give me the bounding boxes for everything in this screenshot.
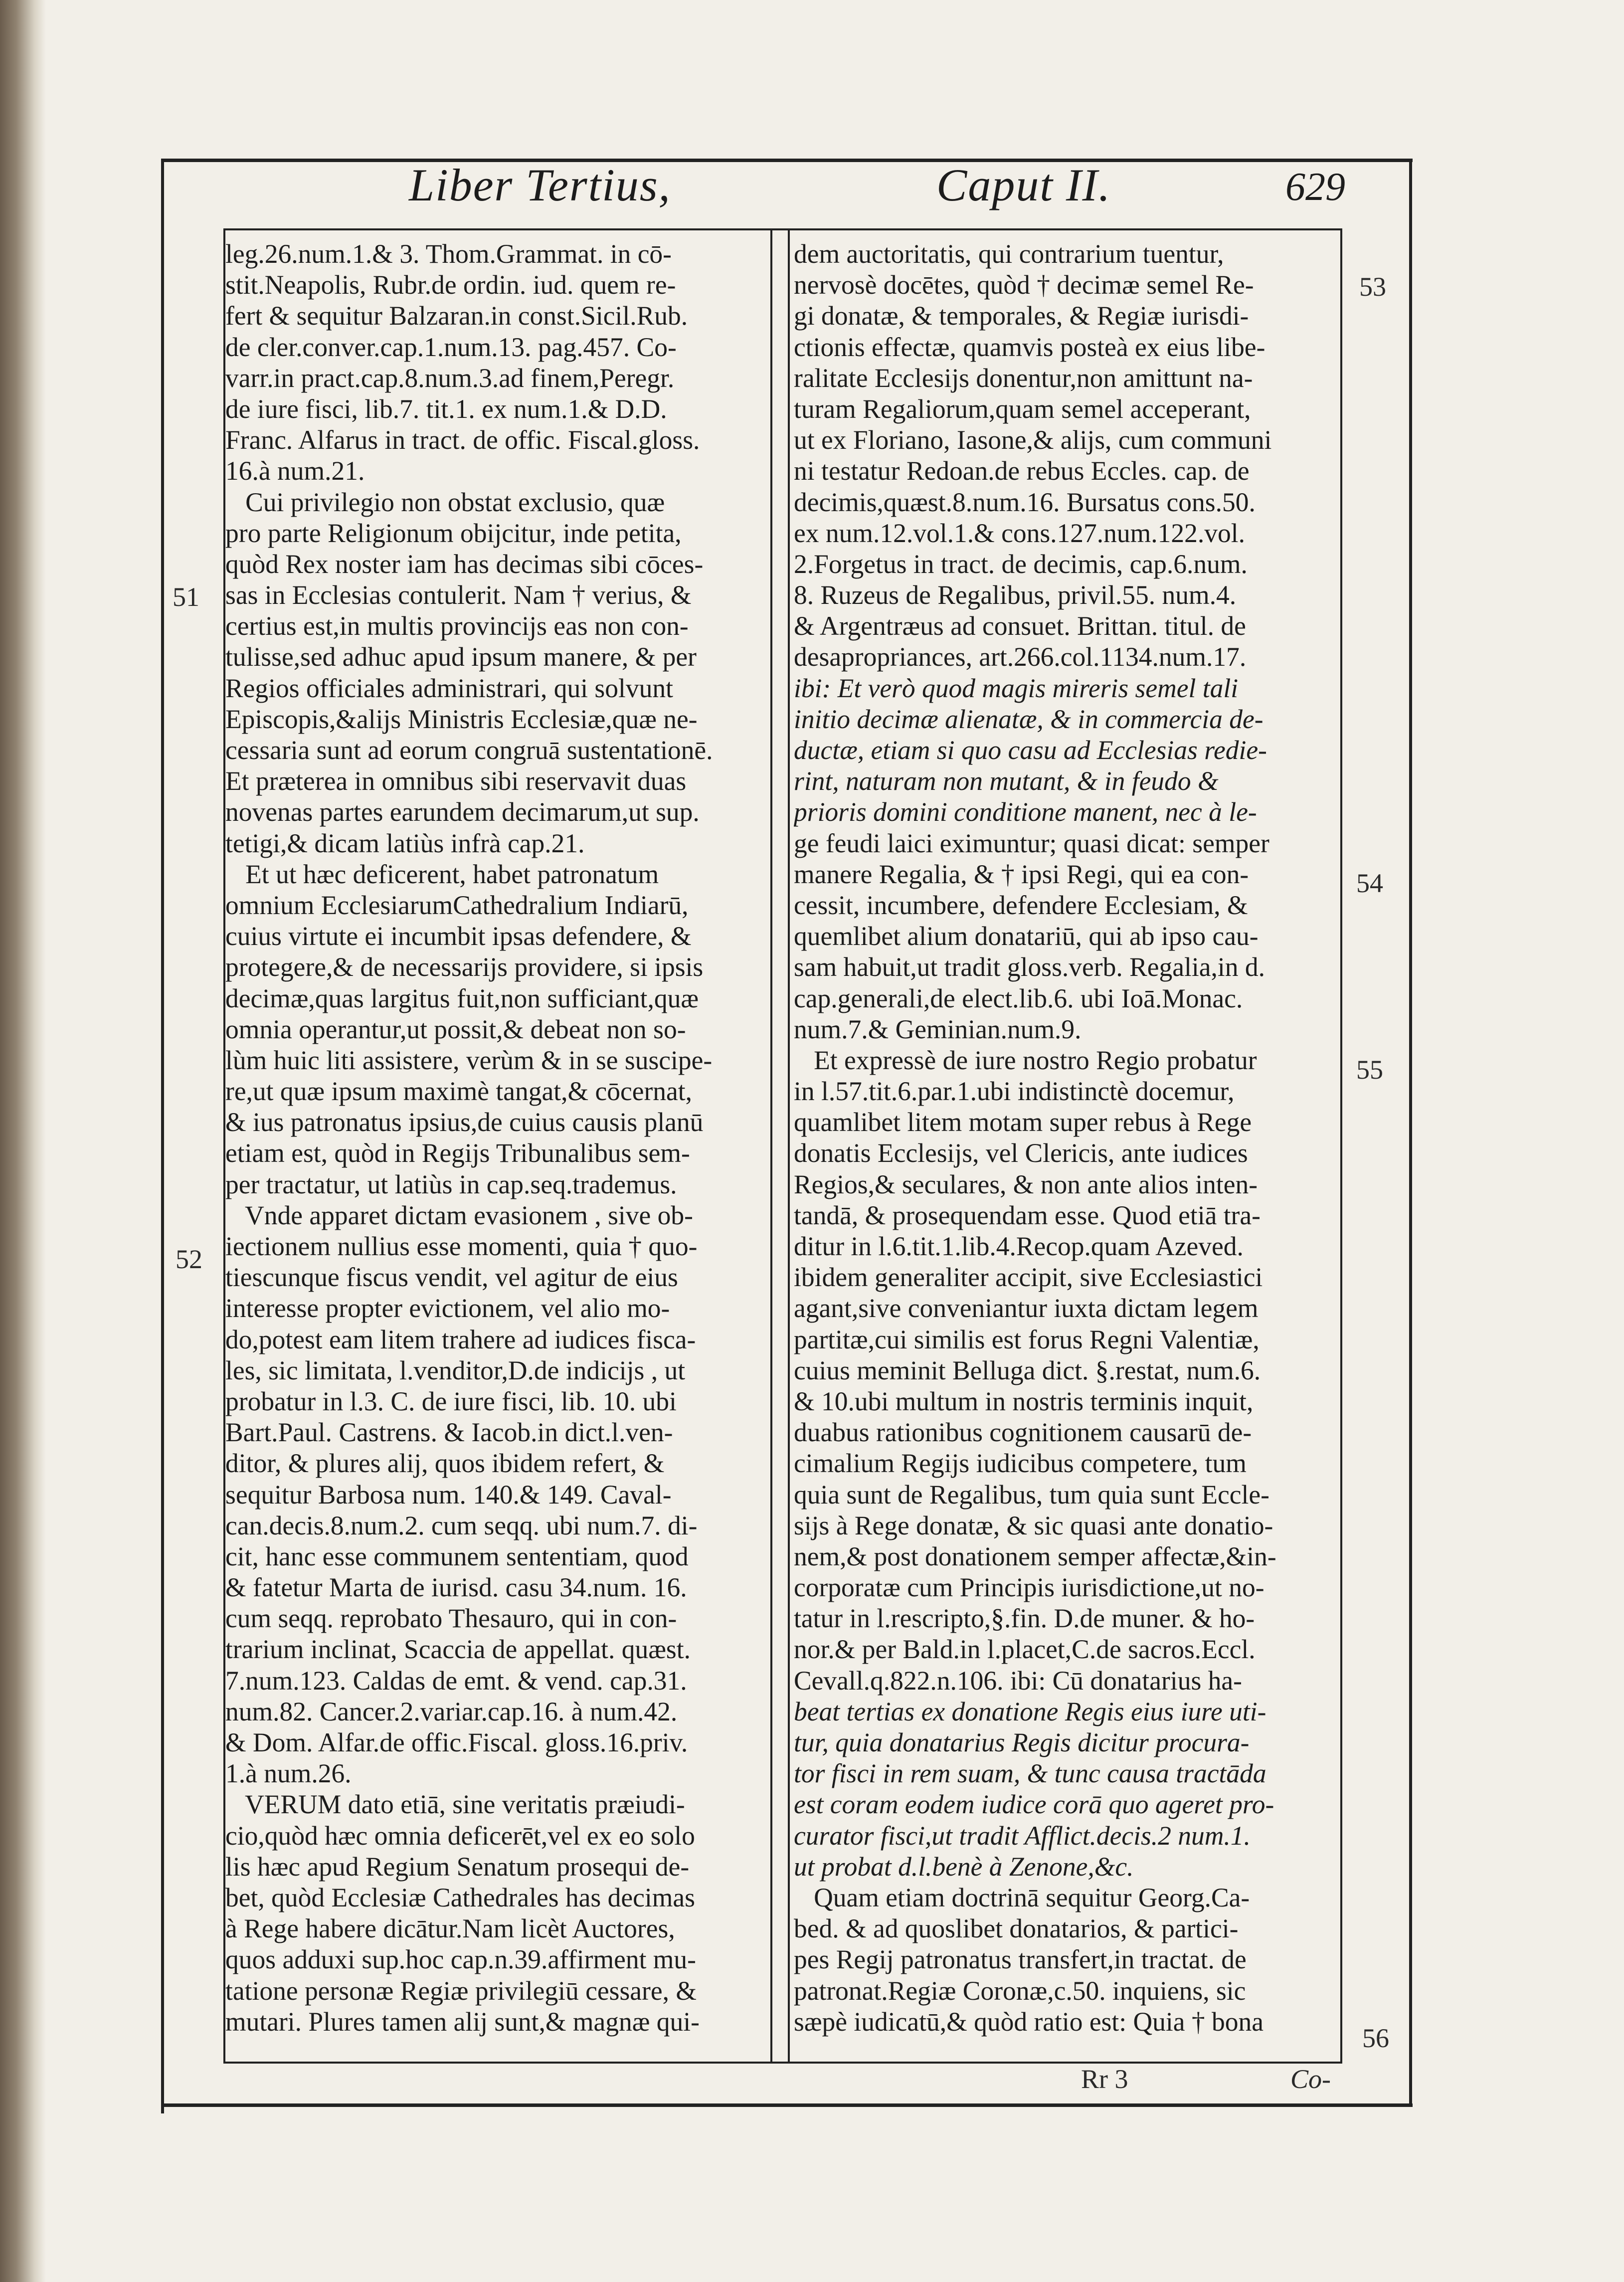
right-column-line: initio decimæ alienatæ, & in commercia de- <box>794 704 1263 734</box>
left-column-line: Cui privilegio non obstat exclusio, quæ <box>225 487 665 517</box>
left-column-line: re,ut quæ ipsum maximè tangat,& cōcernat, <box>225 1076 692 1107</box>
right-column-line: sæpè iudicatū,& quòd ratio est: Quia † bona <box>794 2006 1264 2037</box>
right-column-line: ut probat d.l.benè à Zenone,&c. <box>794 1851 1134 1882</box>
running-head-book: Liber Tertius, <box>409 160 671 210</box>
left-column-line: & fatetur Marta de iurisd. casu 34.num. 16. <box>225 1572 687 1603</box>
left-column-line: Et præterea in omnibus sibi reservavit duas <box>225 766 687 796</box>
right-column-line: quemlibet alium donatariū, qui ab ipso cau- <box>794 921 1259 951</box>
left-column-line: mutari. Plures tamen alij sunt,& magnæ qui- <box>225 2006 700 2037</box>
frame-top-rule <box>162 159 1413 162</box>
right-column-line: ex num.12.vol.1.& cons.127.num.122.vol. <box>794 518 1246 548</box>
left-column-line: & ius patronatus ipsius,de cuius causis planū <box>225 1107 704 1138</box>
left-column-line: sas in Ecclesias contulerit. Nam † verius, & <box>225 580 692 610</box>
margin-number-52: 52 <box>176 1244 202 1274</box>
right-column-line: donatis Ecclesijs, vel Clericis, ante iudices <box>794 1138 1248 1168</box>
right-column-line: sam habuit,ut tradit gloss.verb. Regalia,in d. <box>794 952 1265 982</box>
header-bottom-rule <box>225 228 1340 230</box>
left-column-line: lis hæc apud Regium Senatum prosequi de- <box>225 1851 690 1882</box>
left-column-line: per tractatur, ut latiùs in cap.seq.trademus. <box>225 1169 677 1199</box>
left-column-line: tetigi,& dicam latiùs infrà cap.21. <box>225 828 585 858</box>
right-column-line: Cevall.q.822.n.106. ibi: Cū donatarius ha- <box>794 1665 1242 1696</box>
left-column-line: 16.à num.21. <box>225 456 365 486</box>
right-column-line: dem auctoritatis, qui contrarium tuentur, <box>794 239 1224 269</box>
right-column-line: cimalium Regijs iudicibus competere, tum <box>794 1448 1247 1479</box>
left-column-line: cum seqq. reprobato Thesauro, qui in con- <box>225 1603 677 1634</box>
frame-left-outer-rule <box>161 159 164 2113</box>
margin-number-55: 55 <box>1356 1055 1383 1085</box>
left-column-line: lùm huic liti assistere, verùm & in se suscipe- <box>225 1045 713 1075</box>
left-column-line: Episcopis,&alijs Ministris Ecclesiæ,quæ ne- <box>225 704 698 734</box>
right-column-line: ctionis effectæ, quamvis posteà ex eius libe- <box>794 332 1265 362</box>
left-column-line: decimæ,quas largitus fuit,non sufficiant,quæ <box>225 983 699 1013</box>
right-column-line: ge feudi laici eximuntur; quasi dicat: semper <box>794 828 1269 858</box>
margin-number-53: 53 <box>1359 272 1386 302</box>
right-column-line: cuius meminit Belluga dict. §.restat, num.6. <box>794 1355 1261 1385</box>
left-column-line: tulisse,sed adhuc apud ipsum manere, & per <box>225 642 697 672</box>
left-column-line: fert & sequitur Balzaran.in const.Sicil.Rub. <box>225 301 688 331</box>
right-column-line: num.7.& Geminian.num.9. <box>794 1014 1082 1044</box>
right-column-line: sijs à Rege donatæ, & sic quasi ante donatio- <box>794 1510 1273 1540</box>
right-column-line: Regios,& seculares, & non ante alios inten- <box>794 1169 1258 1199</box>
left-column-line: do,potest eam litem trahere ad iudices fisca- <box>225 1324 696 1354</box>
right-column-line: patronat.Regiæ Coronæ,c.50. inquiens, sic <box>794 1975 1246 2006</box>
left-column-line: trarium inclinat, Scaccia de appellat. quæst. <box>225 1634 691 1665</box>
right-column-line: quamlibet litem motam super rebus à Rege <box>794 1107 1252 1138</box>
column-divider-right <box>788 228 790 2064</box>
right-column-line: tur, quia donatarius Regis dicitur procura- <box>794 1727 1250 1757</box>
frame-right-inner-rule <box>1340 228 1342 2064</box>
right-column-line: 2.Forgetus in tract. de decimis, cap.6.num. <box>794 549 1248 579</box>
right-column-line: ni testatur Redoan.de rebus Eccles. cap. de <box>794 456 1250 486</box>
left-text-column <box>225 238 763 2059</box>
right-column-line: decimis,quæst.8.num.16. Bursatus cons.50. <box>794 487 1256 517</box>
left-column-line: iectionem nullius esse momenti, quia † quo- <box>225 1231 698 1261</box>
left-column-line: Bart.Paul. Castrens. & Iacob.in dict.l.ven- <box>225 1417 673 1448</box>
right-column-line: gi donatæ, & temporales, & Regiæ iurisdi- <box>794 301 1249 331</box>
right-column-line: Quam etiam doctrinā sequitur Georg.Ca- <box>794 1882 1250 1912</box>
frame-right-outer-rule <box>1409 159 1412 2106</box>
left-column-line: 1.à num.26. <box>225 1758 352 1789</box>
left-column-line: tiescunque fiscus vendit, vel agitur de eius <box>225 1262 678 1293</box>
right-column-line: nem,& post donationem semper affectæ,&in- <box>794 1541 1276 1571</box>
left-column-line: Regios officiales administrari, qui solvunt <box>225 673 673 703</box>
left-column-line: VERUM dato etiā, sine veritatis præiudi- <box>225 1789 685 1820</box>
page-number: 629 <box>1285 165 1345 209</box>
margin-number-54: 54 <box>1356 868 1383 898</box>
right-column-line: pes Regij patronatus transfert,in tractat. de <box>794 1944 1247 1975</box>
right-column-line: nervosè docētes, quòd † decimæ semel Re- <box>794 270 1254 300</box>
left-column-line: protegere,& de necessarijs providere, si ipsis <box>225 952 704 982</box>
left-column-line: Vnde apparet dictam evasionem , sive ob- <box>225 1200 693 1230</box>
right-column-line: quia sunt de Regalibus, tum quia sunt Eccle- <box>794 1479 1269 1510</box>
left-column-line: quos adduxi sup.hoc cap.n.39.affirment mu- <box>225 1944 696 1975</box>
right-column-line: partitæ,cui similis est forus Regni Valentiæ, <box>794 1324 1260 1354</box>
right-column-line: rint, naturam non mutant, & in feudo & <box>794 766 1219 796</box>
left-column-line: Et ut hæc deficerent, habet patronatum <box>225 859 659 889</box>
left-column-line: omnia operantur,ut possit,& debeat non so- <box>225 1014 686 1044</box>
right-column-line: ut ex Floriano, Iasone,& alijs, cum communi <box>794 425 1272 455</box>
left-column-line: de cler.conver.cap.1.num.13. pag.457. Co- <box>225 332 677 362</box>
right-column-line: in l.57.tit.6.par.1.ubi indistinctè docemur, <box>794 1076 1235 1107</box>
right-column-line: agant,sive conveniantur iuxta dictam legem <box>794 1293 1259 1324</box>
left-column-line: can.decis.8.num.2. cum seqq. ubi num.7. di- <box>225 1510 698 1540</box>
right-column-line: tatur in l.rescripto,§.fin. D.de muner. & ho- <box>794 1603 1255 1634</box>
left-column-line: etiam est, quòd in Regijs Tribunalibus sem- <box>225 1138 690 1168</box>
left-column-line: tatione personæ Regiæ privilegiū cessare, & <box>225 1975 697 2006</box>
left-column-line: cit, hanc esse communem sententiam, quod <box>225 1541 689 1571</box>
signature-mark: Rr 3 <box>1081 2064 1128 2094</box>
right-column-line: cessit, incumbere, defendere Ecclesiam, & <box>794 890 1248 920</box>
right-column-line: curator fisci,ut tradit Afflict.decis.2 num.1. <box>794 1820 1251 1851</box>
left-column-line: Franc. Alfarus in tract. de offic. Fiscal.gloss. <box>225 425 700 455</box>
left-column-line: num.82. Cancer.2.variar.cap.16. à num.42. <box>225 1696 678 1726</box>
right-column-line: prioris domini conditione manent, nec à le- <box>794 797 1257 827</box>
left-column-line: omnium EcclesiarumCathedralium Indiarū, <box>225 890 689 920</box>
text-bottom-rule <box>223 2062 1342 2064</box>
frame-bottom-rule <box>162 2103 1413 2107</box>
left-column-line: à Rege habere dicātur.Nam licèt Auctores, <box>225 1913 675 1944</box>
left-column-line: sequitur Barbosa num. 140.& 149. Caval- <box>225 1479 672 1510</box>
left-column-line: cuius virtute ei incumbit ipsas defendere, & <box>225 921 692 951</box>
left-column-line: pro parte Religionum obijcitur, inde petita, <box>225 518 682 548</box>
left-column-line: ditor, & plures alij, quos ibidem refert, & <box>225 1448 665 1479</box>
right-column-line: tandā, & prosequendam esse. Quod etiā tra- <box>794 1200 1261 1230</box>
left-column-line: quòd Rex noster iam has decimas sibi cōces- <box>225 549 704 579</box>
left-column-line: bet, quòd Ecclesiæ Cathedrales has decimas <box>225 1882 695 1912</box>
right-column-line: desapropriances, art.266.col.1134.num.17. <box>794 642 1247 672</box>
right-column-line: & 10.ubi multum in nostris terminis inquit, <box>794 1386 1254 1416</box>
right-column-line: manere Regalia, & † ipsi Regi, qui ea con- <box>794 859 1249 889</box>
left-column-line: cio,quòd hæc omnia deficerēt,vel ex eo solo <box>225 1820 695 1851</box>
right-column-line: duabus rationibus cognitionem causarū de- <box>794 1417 1252 1448</box>
right-column-line: est coram eodem iudice corā quo ageret pro- <box>794 1789 1274 1820</box>
left-column-line: certius est,in multis provincijs eas non con- <box>225 611 689 641</box>
right-column-line: ibidem generaliter accipit, sive Ecclesiastici <box>794 1262 1263 1293</box>
left-column-line: probatur in l.3. C. de iure fisci, lib. 10. ubi <box>225 1386 677 1416</box>
right-column-line: Et expressè de iure nostro Regio probatur <box>794 1045 1257 1075</box>
right-column-line: cap.generali,de elect.lib.6. ubi Ioā.Monac. <box>794 983 1243 1013</box>
right-column-line: beat tertias ex donatione Regis eius iure uti- <box>794 1696 1266 1726</box>
right-text-column <box>794 238 1337 2059</box>
right-column-line: & Argentræus ad consuet. Brittan. titul. de <box>794 611 1246 641</box>
left-column-line: varr.in pract.cap.8.num.3.ad finem,Peregr. <box>225 363 675 393</box>
left-column-line: de iure fisci, lib.7. tit.1. ex num.1.& D.D. <box>225 393 667 424</box>
left-column-line: novenas partes earundem decimarum,ut sup. <box>225 797 700 827</box>
catchword: Co- <box>1290 2064 1331 2094</box>
right-column-line: corporatæ cum Principis iurisdictione,ut no- <box>794 1572 1264 1603</box>
left-column-line: & Dom. Alfar.de offic.Fiscal. gloss.16.priv. <box>225 1727 688 1757</box>
right-column-line: tor fisci in rem suam, & tunc causa tractāda <box>794 1758 1266 1789</box>
page-binding-shadow <box>0 0 46 2282</box>
left-column-line: 7.num.123. Caldas de emt. & vend. cap.31. <box>225 1665 687 1696</box>
column-divider-left <box>770 228 772 2064</box>
right-column-line: nor.& per Bald.in l.placet,C.de sacros.Eccl. <box>794 1634 1256 1665</box>
right-column-line: ibi: Et verò quod magis mireris semel tali <box>794 673 1239 703</box>
left-column-line: cessaria sunt ad eorum congruā sustentationē. <box>225 735 713 765</box>
right-column-line: ditur in l.6.tit.1.lib.4.Recop.quam Azeved. <box>794 1231 1244 1261</box>
margin-number-56: 56 <box>1362 2023 1389 2053</box>
right-column-line: turam Regaliorum,quam semel acceperant, <box>794 393 1251 424</box>
margin-number-51: 51 <box>173 582 199 612</box>
right-column-line: bed. & ad quoslibet donatarios, & partici- <box>794 1913 1239 1944</box>
right-column-line: ductæ, etiam si quo casu ad Ecclesias redie- <box>794 735 1267 765</box>
left-column-line: leg.26.num.1.& 3. Thom.Grammat. in cō- <box>225 239 672 269</box>
left-column-line: interesse propter evictionem, vel alio mo- <box>225 1293 670 1324</box>
right-column-line: ralitate Ecclesijs donentur,non amittunt na- <box>794 363 1253 393</box>
right-column-line: 8. Ruzeus de Regalibus, privil.55. num.4. <box>794 580 1237 610</box>
running-head-chapter: Caput II. <box>936 160 1111 210</box>
left-column-line: stit.Neapolis, Rubr.de ordin. iud. quem re- <box>225 270 676 300</box>
left-column-line: les, sic limitata, l.venditor,D.de indicijs , ut <box>225 1355 686 1385</box>
